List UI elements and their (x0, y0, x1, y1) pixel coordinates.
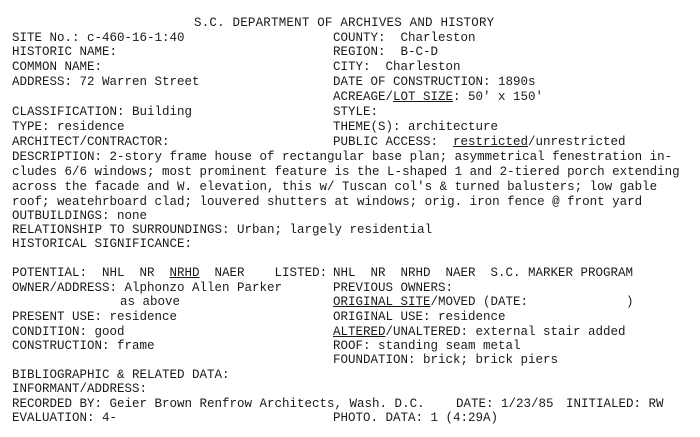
themes: THEME(S): architecture (333, 120, 499, 134)
description-line: cludes 6/6 windows; most prominent feature is the L-shaped 1 and 2-tiered porch extending (12, 165, 680, 179)
potential-selected: NRHD (169, 266, 200, 280)
common-name: COMMON NAME: (12, 60, 103, 74)
altered-selected: ALTERED (333, 325, 386, 339)
relationship-to-surroundings: RELATIONSHIP TO SURROUNDINGS: Urban; largely residential (12, 223, 433, 237)
recorded-by: RECORDED BY: Geier Brown Renfrow Architects, Wash. D.C. (12, 397, 425, 411)
description-line: roof; weatehrboard clad; louvered shutters at windows; orig. iron fence @ front yard (12, 195, 643, 209)
outbuildings: OUTBUILDINGS: none (12, 209, 148, 223)
potential-label: POTENTIAL: NHL NR (12, 266, 170, 280)
classification: CLASSIFICATION: Building (12, 105, 193, 119)
public-access-label: PUBLIC ACCESS: (333, 135, 454, 149)
listed-options: NHL NR NRHD NAER S.C. MARKER PROGRAM (333, 266, 634, 280)
architect-contractor: ARCHITECT/CONTRACTOR: (12, 135, 170, 149)
roof: ROOF: standing seam metal (333, 339, 521, 353)
style: STYLE: (333, 105, 379, 119)
potential (12, 266, 327, 280)
bibliographic-data: BIBLIOGRAPHIC & RELATED DATA: (12, 368, 230, 382)
public-access (333, 135, 626, 149)
altered-rest: /UNALTERED: external stair added (385, 325, 626, 339)
public-access-selected: restricted (453, 135, 529, 149)
address: ADDRESS: 72 Warren Street (12, 75, 200, 89)
evaluation: EVALUATION: 4- (12, 411, 118, 425)
form-title: S.C. DEPARTMENT OF ARCHIVES AND HISTORY (194, 16, 495, 30)
type: TYPE: residence (12, 120, 125, 134)
previous-owners: PREVIOUS OWNERS: (333, 281, 454, 295)
condition: CONDITION: good (12, 325, 125, 339)
construction: CONSTRUCTION: frame (12, 339, 155, 353)
original-use: ORIGINAL USE: residence (333, 310, 506, 324)
historical-significance: HISTORICAL SIGNIFICANCE: (12, 237, 193, 251)
region: REGION: B-C-D (333, 45, 439, 59)
acreage-label: ACREAGE/ (333, 90, 394, 104)
altered-unaltered (333, 325, 626, 339)
moved-date-label: /MOVED (DATE: (430, 295, 529, 309)
potential-rest: NAER LISTED: (199, 266, 328, 280)
original-site-moved (333, 295, 528, 309)
owner-address: OWNER/ADDRESS: Alphonzo Allen Parker (12, 281, 283, 295)
public-access-rest: /unrestricted (528, 135, 626, 149)
original-site-selected: ORIGINAL SITE (333, 295, 431, 309)
description-line: DESCRIPTION: 2-story frame house of rectangular base plan; asymmetrical fenestration in- (12, 150, 673, 164)
photo-data: PHOTO. DATA: 1 (4:29A) (333, 411, 499, 425)
description-line: across the facade and W. elevation, this w/ Tuscan col's & turned balusters; low gable (12, 180, 658, 194)
initialed: INITIALED: RW (566, 397, 664, 411)
present-use: PRESENT USE: residence (12, 310, 178, 324)
informant-address: INFORMANT/ADDRESS: (12, 382, 148, 396)
owner-address-continued: as above (120, 295, 181, 309)
site-number: SITE No.: c-460-16-1:40 (12, 31, 185, 45)
lot-size-label: LOT SIZE (393, 90, 454, 104)
moved-date-close: ) (626, 295, 634, 309)
date-of-construction: DATE OF CONSTRUCTION: 1890s (333, 75, 536, 89)
acreage-lot-size (333, 90, 543, 104)
survey-date: DATE: 1/23/85 (456, 397, 554, 411)
foundation: FOUNDATION: brick; brick piers (333, 353, 559, 367)
county: COUNTY: Charleston (333, 31, 476, 45)
city: CITY: Charleston (333, 60, 461, 74)
historic-name: HISTORIC NAME: (12, 45, 118, 59)
acreage-value: : 50' x 150' (453, 90, 544, 104)
